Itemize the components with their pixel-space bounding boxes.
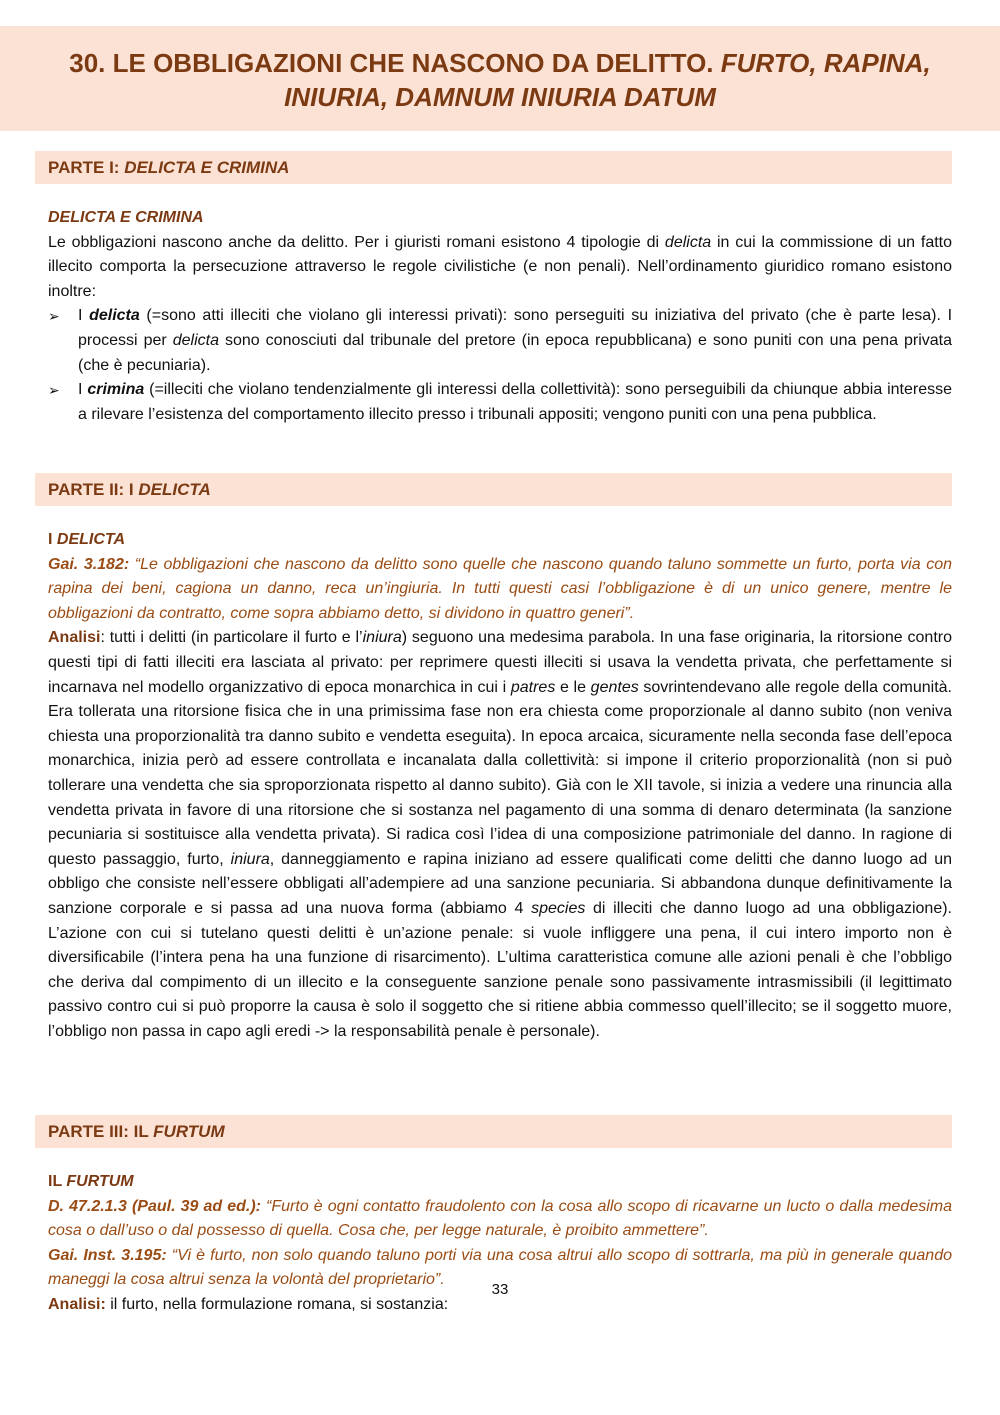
subheading-il-furtum-plain: IL (48, 1173, 67, 1190)
analysis-text-6: gentes (590, 678, 639, 696)
source-label: Gai. 3.182: (48, 555, 130, 573)
section-heading-part-3 (35, 1115, 952, 1148)
arrow-bullet-icon: ➢ (48, 382, 60, 399)
section-heading-part-1-plain: PARTE I: (48, 158, 125, 177)
analysis-text-5: e le (555, 678, 591, 696)
analysis-text-10: species (531, 899, 586, 917)
intro-text-3: in cui la commissione di un fatto illecito comporta la persecuzione attraverso le regole civilistiche (e non penali). Nell’ordinamento giuridico romano esistono inoltre: (48, 233, 953, 300)
source1-quote: “Furto è ogni contatto fraudolento con la cosa allo scopo di ricavarne un lucto o dalla medesima cosa o dall’uso o dal possesso di quella. Cosa che, per legge naturale, è proibito ammettere”. (48, 1197, 952, 1240)
intro-text-1: Le obbligazioni nascono anche da delitto. Per i giuristi romani esistono 4 tipologie di (48, 233, 665, 251)
section-heading-part-2 (35, 473, 952, 506)
intro-text-2: delicta (664, 233, 712, 251)
furtum-analysis-label: Analisi: (48, 1295, 106, 1313)
subheading-delicta-e-crimina-text: DELICTA E CRIMINA (48, 209, 204, 226)
subheading-i-delicta (48, 528, 952, 553)
chapter-title-number-text: 30. LE OBBLIGAZIONI CHE NASCONO DA DELITTO. (69, 48, 721, 78)
furtum-analysis-text: il furto, nella formulazione romana, si sostanzia: (105, 1295, 449, 1313)
chapter-title-line-1 (0, 46, 1000, 80)
intro-paragraph (48, 231, 952, 305)
analysis-text-1: : tutti i delitti (in particolare il furto e l’ (100, 629, 363, 647)
bullet1-text-4: sono conosciuti dal tribunale del pretore (in epoca repubblicana) e sono puniti con una pena privata (che è pecuniaria). (78, 331, 952, 374)
source-d-47-2-1-3 (48, 1195, 952, 1244)
analysis-text-11: di illeciti che danno luogo ad una obbligazione). L’azione con cui si tutelano questi delitti è un’azione penale: si vuole infliggere una pena, il cui intero importo non è diversificabile (l’intera pena ha una funzione di risarcimento). L’ultima caratteristica comune alle azioni penali è che l’obbligo che deriva dal compimento di un illecito e la conseguente sanzione penale sono passivamente intrasmissibili (il legittimato passivo contro cui si può proporre la causa è solo il soggetto che si ritiene abbia commesso quell’illecito; se il soggetto muore, l’obbligo non passa in capo agli eredi -> la responsabilità penale è personale). (48, 899, 952, 1040)
analysis-text-2: iniura (362, 629, 402, 647)
source2-label: Gai. Inst. 3.195: (48, 1246, 167, 1264)
subheading-i-delicta-italic: DELICTA (56, 531, 126, 548)
subheading-delicta-e-crimina (48, 206, 952, 231)
chapter-title-italic-1: FURTO, RAPINA, (720, 48, 931, 78)
analysis-label: Analisi (48, 629, 101, 647)
analysis-text-7: sovrintendevano alle regole della comunità. Era tollerata una ritorsione fisica che in una primissima fase non era chiesta come proporzionale al danno subito (non veniva chiesta una proporzionalità tra danno subito e vendetta eseguita). In epoca arcaica, sicuramente nella seconda fase dell’epoca monarchica, inizia però ad essere controllata e incanalata dalla collettività: si impone il criterio proporzionalità (non si può tollerare una vendetta che sia sproporzionata rispetto al danno subito). Già con le XII tavole, si inizia a vedere una rinuncia alla vendetta privata in favore di una ritorsione che si sostanza nel pagamento di una somma di denaro determinata (la sanzione pecuniaria si sostituisce alla vendetta privata). Si radica così l’idea di una composizione patrimoniale del danno. In ragione di questo passaggio, furto, (48, 678, 952, 868)
part-1-content (48, 206, 952, 427)
source-quote: “Le obbligazioni che nascono da delitto sono quelle che nascono quando taluno sommette un furto, porta via con rapina dei beni, cagiona un danno, reca un’ingiuria. In tutti questi casi l’obbligazione è di un unico genere, mentre le obbligazioni da contratto, come sopra abbiamo detto, si dividono in quattro generi”. (48, 555, 952, 622)
analysis-text-3: ) seguono una medesima parabola. In una fase originaria, la ritorsione contro questi tipi di fatti illeciti era lasciata al privato: per reprimere questi illeciti si usava la vendetta privata, che perfettamente si incarnava nel modello organizzativo di epoca monarchica in cui i (48, 629, 953, 696)
bullet1-text-1: I (78, 307, 90, 325)
page-number: 33 (491, 1281, 509, 1298)
subheading-il-furtum (48, 1170, 952, 1195)
source-gai-3-182 (48, 553, 952, 627)
section-heading-part-3-plain: PARTE III: IL (48, 1122, 154, 1141)
subheading-i-delicta-plain: I (48, 531, 57, 548)
analysis-text-8: iniura (230, 850, 270, 868)
subheading-il-furtum-italic: FURTUM (66, 1173, 134, 1190)
section-heading-part-3-italic: FURTUM (153, 1122, 225, 1141)
chapter-title-line-2 (0, 80, 1000, 114)
analysis-text-4: patres (510, 678, 556, 696)
bullet2-term: crimina (87, 381, 145, 399)
section-heading-part-2-plain: PARTE II: I (48, 480, 139, 499)
analysis-paragraph (48, 626, 952, 1044)
bullet2-text-2: (=illeciti che violano tendenzialmente gli interessi della collettività): sono perseguibili da chiunque abbia interesse a rilevare l’esistenza del comportamento illecito presso i tribunali appositi; vengono puniti con una pena pubblica. (78, 381, 953, 423)
bullet-list (48, 304, 952, 427)
chapter-title (0, 26, 1000, 131)
bullet-item-delicta (48, 304, 952, 378)
arrow-bullet-icon: ➢ (48, 308, 60, 325)
source2-quote: “Vi è furto, non solo quando taluno porti via una cosa altrui allo scopo di sottrarla, ma più in generale quando maneggi la cosa altrui senza la volontà del proprietario”. (48, 1246, 953, 1289)
bullet2-text-1: I (78, 381, 88, 399)
chapter-title-italic-2: INIURIA, DAMNUM INIURIA DATUM (284, 82, 716, 112)
bullet1-text-2: (=sono atti illeciti che violano gli interessi privati): sono perseguiti su iniziativa del privato (che è parte lesa). I processi per (78, 307, 953, 349)
bullet1-term: delicta (89, 307, 140, 325)
part-2-content (48, 528, 952, 1044)
section-heading-part-2-italic: DELICTA (138, 480, 211, 499)
bullet1-text-3: delicta (172, 331, 219, 349)
bullet-item-crimina (48, 378, 952, 427)
source1-label: D. 47.2.1.3 (Paul. 39 ad ed.): (48, 1197, 261, 1215)
section-heading-part-1 (35, 151, 952, 184)
section-heading-part-1-italic: DELICTA E CRIMINA (124, 158, 290, 177)
analysis-text-9: , danneggiamento e rapina iniziano ad essere qualificati come delitti che danno luogo ad un obbligo che consiste nell’essere obbligati all’adempiere ad una sanzione pecuniaria. Si abbandona dunque definitivamente la sanzione corporale e si passa ad una nuova forma (abbiamo 4 (48, 850, 952, 917)
